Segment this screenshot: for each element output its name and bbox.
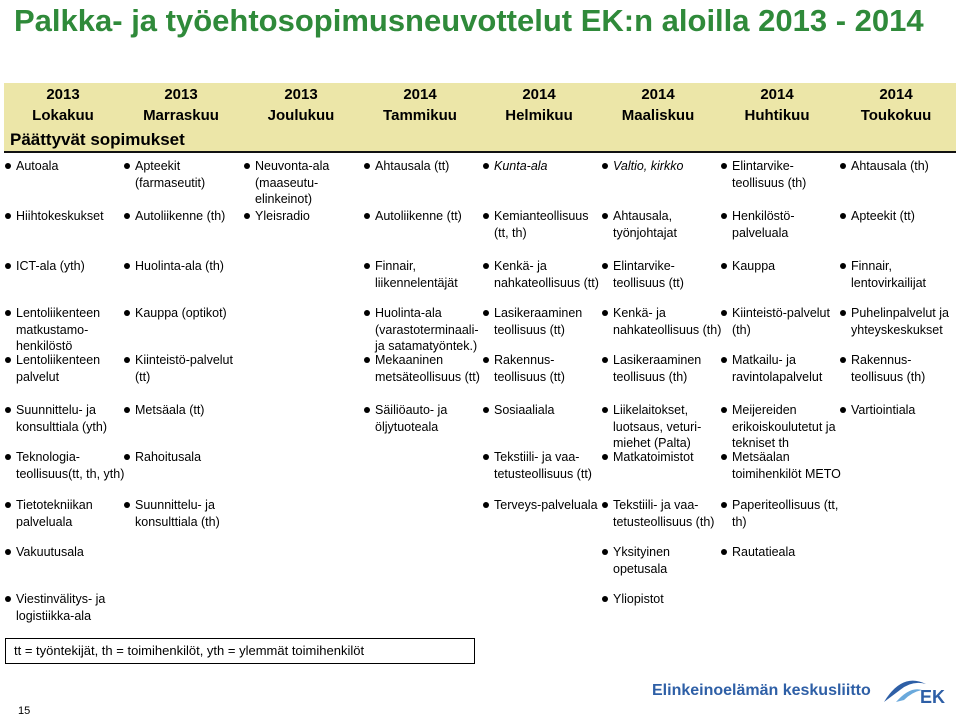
agreement-label: Teknologia-teollisuus(tt, th, yth) [16, 450, 125, 481]
bullet-icon [5, 263, 11, 269]
bullet-icon [602, 549, 608, 555]
agreement-item [602, 497, 725, 530]
agreement-item [5, 402, 128, 435]
agreement-item [124, 158, 247, 191]
agreement-label: Lasikeraaminen teollisuus (th) [613, 353, 702, 384]
bullet-icon [840, 163, 846, 169]
bullet-icon [244, 213, 250, 219]
agreement-item [840, 402, 957, 419]
bullet-icon [483, 502, 489, 508]
header-month: Tammikuu [383, 107, 457, 124]
bullet-icon [364, 263, 370, 269]
page-number: 15 [18, 705, 31, 717]
bullet-icon [5, 310, 11, 316]
header-year: 2014 [760, 86, 794, 103]
agreement-item [5, 208, 128, 225]
bullet-icon [721, 454, 727, 460]
bullet-icon [840, 407, 846, 413]
agreement-item [721, 544, 844, 561]
header-month: Maaliskuu [621, 107, 695, 124]
agreement-item [5, 305, 128, 355]
agreement-label: Rakennus-teollisuus (th) [851, 353, 926, 384]
header-month: Marraskuu [143, 107, 219, 124]
bullet-icon [721, 502, 727, 508]
agreement-item [124, 208, 247, 225]
agreement-item [5, 497, 128, 530]
agreement-item [602, 158, 725, 175]
agreement-item [602, 591, 725, 608]
agreement-item [840, 305, 957, 338]
agreement-label: Mekaaninen metsäteollisuus (tt) [375, 353, 480, 384]
bullet-icon [483, 454, 489, 460]
agreement-label: Finnair, lentovirkailijat [851, 259, 927, 290]
agreement-item [483, 305, 606, 338]
bullet-icon [364, 407, 370, 413]
agreement-item [721, 208, 844, 241]
header-year: 2014 [641, 86, 675, 103]
agreement-label: Apteekit (tt) [851, 209, 915, 223]
agreement-item [483, 258, 606, 291]
agreement-label: Lentoliikenteen matkustamo-henkilöstö [16, 306, 101, 353]
agreement-label: Kiinteistö-palvelut (th) [732, 306, 830, 337]
logo-text: Elinkeinoelämän keskusliitto [652, 682, 871, 699]
agreement-item [840, 208, 957, 225]
agreement-label: Suunnittelu- ja konsulttiala (yth) [16, 403, 108, 434]
agreement-item [840, 352, 957, 385]
agreement-label: Suunnittelu- ja konsulttiala (th) [135, 498, 220, 529]
bullet-icon [124, 454, 130, 460]
agreement-label: Liikelaitokset, luotsaus, veturi-miehet (Palta) [613, 403, 702, 450]
agreement-label: Säiliöauto- ja öljytuoteala [375, 403, 448, 434]
agreement-label: Autoliikenne (th) [135, 209, 226, 223]
agreement-item [483, 402, 606, 419]
agreement-item [5, 352, 128, 385]
agreement-label: Hiihtokeskukset [16, 209, 104, 223]
agreement-label: Ahtausala, työnjohtajat [613, 209, 677, 240]
agreement-item [483, 208, 606, 241]
agreement-label: Huolinta-ala (varastoterminaali-ja satamatyöntek.) [375, 306, 479, 353]
agreement-item [602, 402, 725, 452]
svg-text:EK: EK [920, 687, 946, 706]
header-month: Joulukuu [267, 107, 335, 124]
bullet-icon [602, 454, 608, 460]
agreement-item [364, 258, 487, 291]
bullet-icon [483, 407, 489, 413]
agreement-label: Matkatoimistot [613, 450, 694, 464]
agreement-item [840, 158, 957, 175]
agreement-item [364, 158, 487, 175]
agreement-label: Rahoitusala [135, 450, 202, 464]
agreement-item [483, 449, 606, 482]
page-title: Palkka- ja työehtosopimusneuvottelut EK:n aloilla 2013 - 2014 [14, 3, 924, 38]
agreement-item [721, 402, 844, 452]
bullet-icon [483, 163, 489, 169]
bullet-icon [602, 163, 608, 169]
bullet-icon [5, 454, 11, 460]
bullet-icon [124, 407, 130, 413]
header-year: 2013 [46, 86, 80, 103]
agreement-label: Paperiteollisuus (tt, th) [732, 498, 839, 529]
agreement-item [124, 402, 247, 419]
agreement-label: Kauppa [732, 259, 776, 273]
agreement-label: Yliopistot [613, 592, 664, 606]
bullet-icon [124, 310, 130, 316]
bullet-icon [483, 213, 489, 219]
agreement-item [5, 544, 128, 561]
agreement-label: ICT-ala (yth) [16, 259, 85, 273]
agreement-item [124, 258, 247, 275]
agreement-label: Autoliikenne (tt) [375, 209, 462, 223]
agreement-label: Vakuutusala [16, 545, 84, 559]
bullet-icon [602, 310, 608, 316]
agreement-item [364, 305, 487, 355]
bullet-icon [721, 549, 727, 555]
bullet-icon [721, 357, 727, 363]
bullet-icon [602, 213, 608, 219]
bullet-icon [124, 263, 130, 269]
agreement-item [483, 352, 606, 385]
agreement-item [602, 449, 725, 466]
agreement-label: Yleisradio [255, 209, 310, 223]
section-header [4, 129, 956, 151]
agreement-item [721, 258, 844, 275]
bullet-icon [721, 213, 727, 219]
divider [4, 151, 956, 153]
bullet-icon [364, 163, 370, 169]
bullet-icon [483, 310, 489, 316]
agreement-item [602, 352, 725, 385]
bullet-icon [244, 163, 250, 169]
bullet-icon [840, 357, 846, 363]
agreement-item [364, 352, 487, 385]
agreement-label: Matkailu- ja ravintolapalvelut [732, 353, 823, 384]
ek-logo-mark [882, 676, 946, 706]
bullet-icon [124, 163, 130, 169]
agreement-label: Metsäala (tt) [135, 403, 205, 417]
bullet-icon [5, 502, 11, 508]
section-label: Päättyvät sopimukset [10, 130, 185, 149]
agreement-item [124, 305, 247, 322]
agreement-label: Metsäalan toimihenkilöt METO [732, 450, 841, 481]
agreement-item [5, 449, 128, 482]
agreement-label: Ahtausala (tt) [375, 159, 450, 173]
abbreviation-legend: tt = työntekijät, th = toimihenkilöt, yth = ylemmät toimihenkilöt [5, 638, 475, 664]
bullet-icon [602, 502, 608, 508]
agreement-item [5, 258, 128, 275]
agreement-item [364, 402, 487, 435]
agreement-item [721, 158, 844, 191]
agreement-label: Ahtausala (th) [851, 159, 929, 173]
bullet-icon [840, 263, 846, 269]
agreement-label: Kunta-ala [494, 159, 548, 173]
bullet-icon [721, 407, 727, 413]
agreement-label: Rakennus-teollisuus (tt) [494, 353, 565, 384]
bullet-icon [124, 357, 130, 363]
agreement-item [124, 449, 247, 466]
agreement-item [483, 158, 606, 175]
agreement-item [244, 158, 367, 208]
bullet-icon [5, 596, 11, 602]
agreement-label: Terveys-palveluala [494, 498, 598, 512]
header-month: Helmikuu [505, 107, 573, 124]
agreement-item [721, 305, 844, 338]
agreement-label: Kenkä- ja nahkateollisuus (th) [613, 306, 722, 337]
agreement-label: Rautatieala [732, 545, 796, 559]
agreement-label: Apteekit (farmaseutit) [135, 159, 206, 190]
agreement-item [483, 497, 606, 514]
agreement-label: Tekstiili- ja vaa-tetusteollisuus (tt) [494, 450, 592, 481]
agreement-item [721, 449, 844, 482]
agreement-label: Elintarvike-teollisuus (th) [732, 159, 807, 190]
bullet-icon [483, 357, 489, 363]
agreement-label: Valtio, kirkko [613, 159, 684, 173]
agreement-label: Puhelinpalvelut ja yhteyskeskukset [851, 306, 949, 337]
bullet-icon [483, 263, 489, 269]
header-year: 2013 [284, 86, 318, 103]
header-month: Huhtikuu [744, 107, 810, 124]
agreement-item [602, 305, 725, 338]
agreement-label: Neuvonta-ala (maaseutu-elinkeinot) [255, 159, 330, 206]
bullet-icon [602, 596, 608, 602]
agreement-item [602, 258, 725, 291]
bullet-icon [124, 502, 130, 508]
agreement-label: Yksityinen opetusala [613, 545, 670, 576]
agreement-label: Kiinteistö-palvelut (tt) [135, 353, 233, 384]
agreement-label: Kenkä- ja nahkateollisuus (tt) [494, 259, 599, 290]
agreement-label: Huolinta-ala (th) [135, 259, 224, 273]
agreement-item [124, 352, 247, 385]
month-header [4, 83, 956, 129]
ek-logo [652, 676, 952, 706]
bullet-icon [5, 163, 11, 169]
agreement-label: Vartiointiala [851, 403, 916, 417]
bullet-icon [602, 263, 608, 269]
agreement-item [364, 208, 487, 225]
header-year: 2014 [522, 86, 556, 103]
agreement-item [721, 352, 844, 385]
bullet-icon [5, 407, 11, 413]
agreement-label: Tietotekniikan palveluala [16, 498, 93, 529]
bullet-icon [5, 549, 11, 555]
bullet-icon [721, 263, 727, 269]
bullet-icon [364, 213, 370, 219]
agreement-label: Lasikeraaminen teollisuus (tt) [494, 306, 583, 337]
agreement-label: Finnair, liikennelentäjät [375, 259, 458, 290]
header-month: Toukokuu [860, 107, 932, 124]
bullet-icon [602, 407, 608, 413]
agreement-item [5, 158, 128, 175]
bullet-icon [602, 357, 608, 363]
agreement-label: Viestinvälitys- ja logistiikka-ala [16, 592, 106, 623]
agreement-item [244, 208, 367, 225]
header-year: 2014 [403, 86, 437, 103]
bullet-icon [840, 310, 846, 316]
agreement-item [840, 258, 957, 291]
bullet-icon [5, 213, 11, 219]
agreement-label: Kauppa (optikot) [135, 306, 227, 320]
agreement-label: Meijereiden erikoiskoulutetut ja tekniset th [732, 403, 836, 450]
agreement-label: Elintarvike-teollisuus (tt) [613, 259, 684, 290]
bullet-icon [721, 163, 727, 169]
header-year: 2013 [164, 86, 198, 103]
agreement-label: Henkilöstö-palveluala [732, 209, 795, 240]
agreement-label: Lentoliikenteen palvelut [16, 353, 101, 384]
bullet-icon [5, 357, 11, 363]
agreement-item [602, 208, 725, 241]
bullet-icon [124, 213, 130, 219]
header-year: 2014 [879, 86, 913, 103]
bullet-icon [721, 310, 727, 316]
header-month: Lokakuu [32, 107, 94, 124]
agreement-item [602, 544, 725, 577]
agreement-label: Autoala [16, 159, 59, 173]
agreement-label: Sosiaaliala [494, 403, 555, 417]
agreement-label: Kemianteollisuus (tt, th) [494, 209, 589, 240]
agreement-label: Tekstiili- ja vaa-tetusteollisuus (th) [613, 498, 715, 529]
bullet-icon [364, 310, 370, 316]
bullet-icon [840, 213, 846, 219]
agreement-item [721, 497, 844, 530]
agreement-item [5, 591, 128, 624]
bullet-icon [364, 357, 370, 363]
agreement-item [124, 497, 247, 530]
